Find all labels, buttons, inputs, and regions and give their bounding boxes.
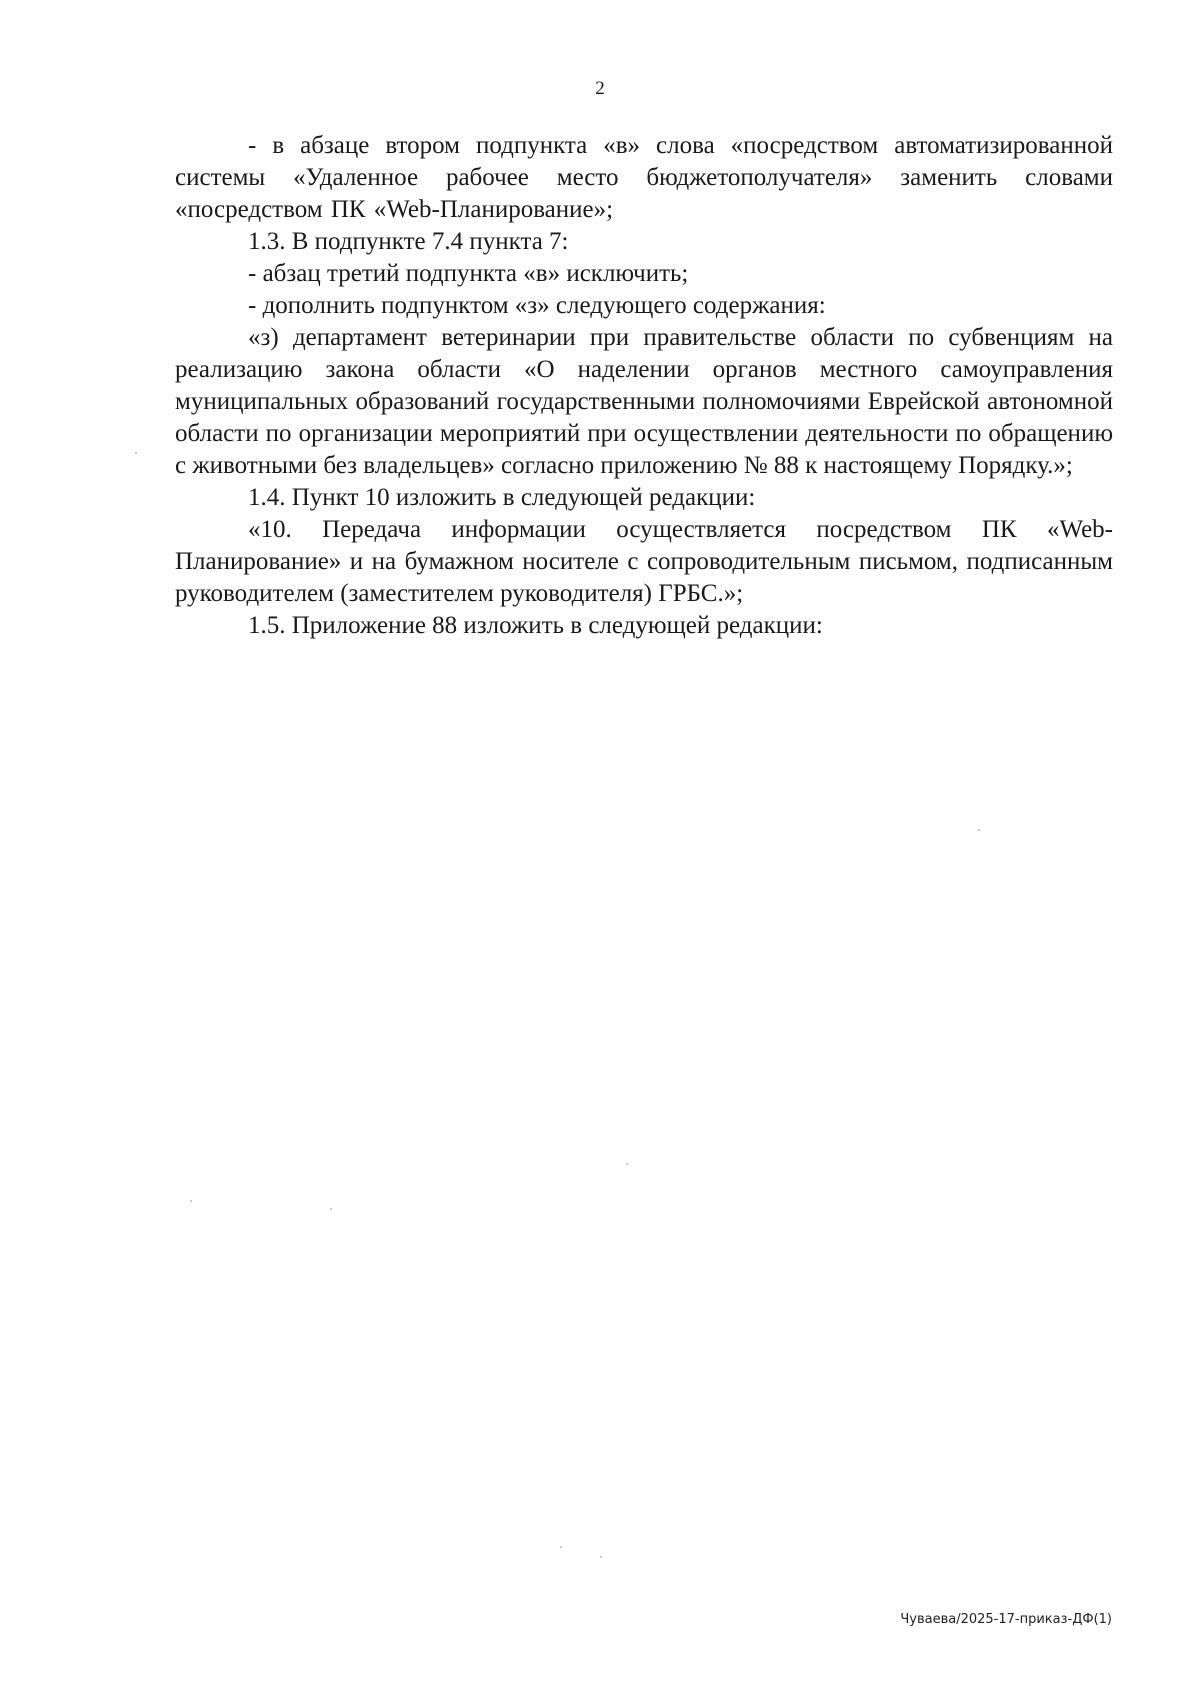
scan-speck: [626, 1163, 628, 1165]
scan-speck: [330, 1208, 332, 1210]
scan-speck: [978, 829, 980, 831]
paragraph-1-4-heading: 1.4. Пункт 10 изложить в следующей редакции:: [248, 484, 756, 511]
paragraph-amendment-subpoint-v: - в абзаце втором подпункта «в» слова «посредством автоматизированной системы «Удаленное рабочее место бюджетополучателя» заменить словами «посредством ПК «Web-Планирование»;: [175, 132, 1113, 223]
document-body: [175, 130, 1113, 642]
scan-speck: [600, 1556, 602, 1558]
scan-speck: [135, 452, 137, 454]
page-number: 2: [595, 78, 605, 99]
paragraph-1-3-heading: 1.3. В подпункте 7.4 пункта 7:: [248, 228, 569, 255]
scan-speck: [190, 1200, 192, 1202]
paragraph-add-subpoint-z: - дополнить подпунктом «з» следующего содержания:: [248, 292, 826, 319]
paragraph-subpoint-z-text: «з) департамент ветеринарии при правительстве области по субвенциям на реализацию закона области «О наделении органов местного самоуправления муниципальных образований государственными полномочиями Еврейской автономной области по организации мероприятий при осуществлении деятельности по обращению с животными без владельцев» согласно приложению № 88 к настоящему Порядку.»;: [175, 324, 1113, 479]
paragraph-exclude-third-abzac: - абзац третий подпункта «в» исключить;: [248, 260, 689, 287]
paragraph-1-5-heading: 1.5. Приложение 88 изложить в следующей редакции:: [248, 612, 823, 639]
scan-speck: [560, 1546, 562, 1548]
footer-reference: Чуваева/2025-17-приказ-ДФ(1): [900, 1612, 1112, 1627]
paragraph-point-10-text: «10. Передача информации осуществляется посредством ПК «Web-Планирование» и на бумажном носителе с сопроводительным письмом, подписанным руководителем (заместителем руководителя) ГРБС.»;: [175, 516, 1113, 607]
